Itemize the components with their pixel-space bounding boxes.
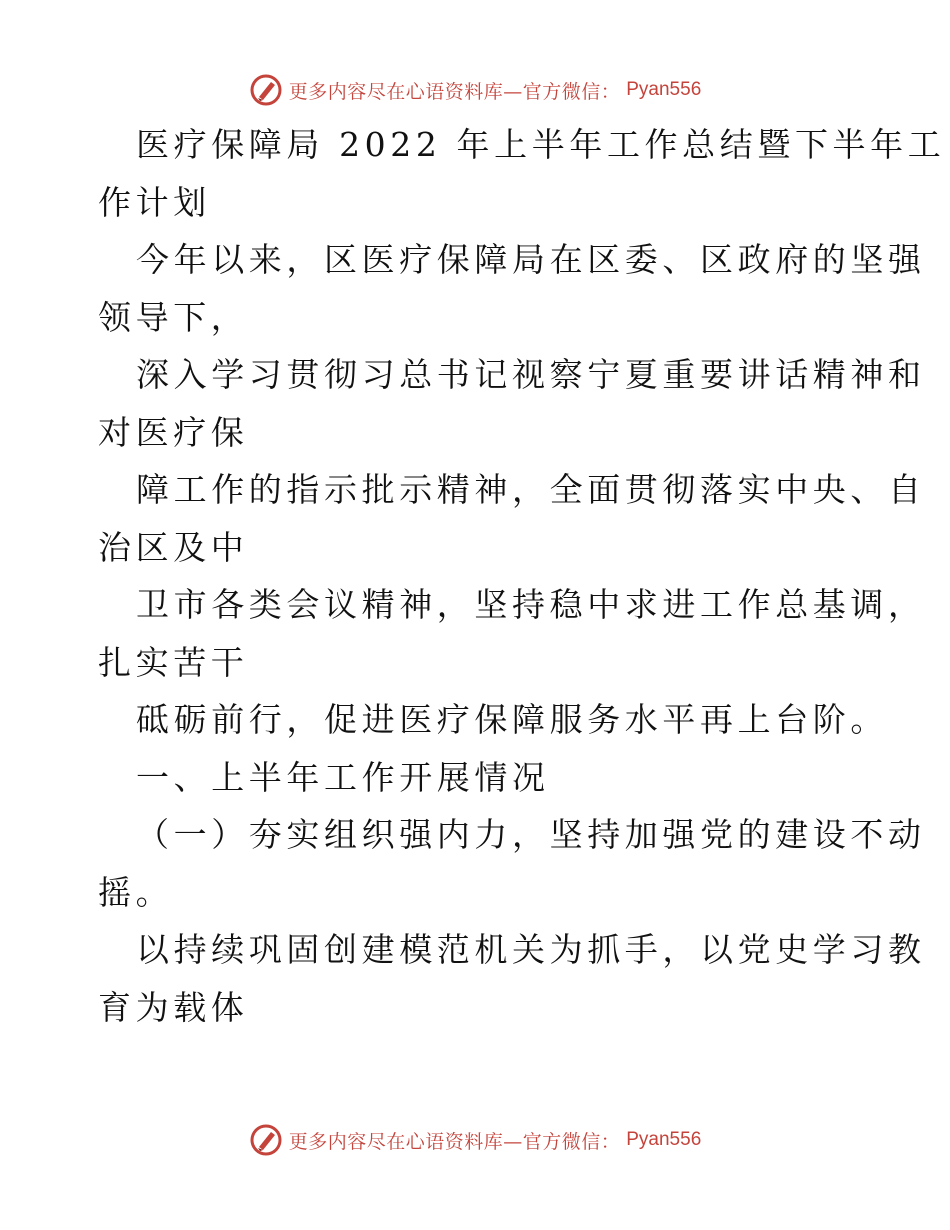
watermark-text: 更多内容尽在心语资料库—官方微信： xyxy=(288,1130,621,1153)
watermark-wechat-id: Pyan556 xyxy=(626,1129,702,1150)
doc-title-line-1: 医疗保障局 2022 年上半年工作总结暨下半年工 xyxy=(136,125,946,164)
section-heading: 一、上半年工作开展情况 xyxy=(136,757,550,797)
pen-logo-icon xyxy=(249,1123,283,1157)
watermark-wechat-id: Pyan556 xyxy=(626,79,702,100)
paragraph-line: 今年以来，区医疗保障局在区委、区政府的坚强 xyxy=(136,240,926,279)
subsection-heading-line-1: （一）夯实组织强内力，坚持加强党的建设不动 xyxy=(136,815,926,854)
paragraph-line: 扎实苦干 xyxy=(98,642,249,682)
paragraph-line: 卫市各类会议精神，坚持稳中求进工作总基调， xyxy=(136,585,926,624)
paragraph-line: 治区及中 xyxy=(98,527,249,567)
paragraph-line: 深入学习贯彻习总书记视察宁夏重要讲话精神和 xyxy=(136,355,926,394)
paragraph-line: 对医疗保 xyxy=(98,412,249,452)
doc-title-line-2: 作计划 xyxy=(98,182,211,222)
subsection-heading-line-2: 摇。 xyxy=(98,872,174,912)
paragraph-line: 障工作的指示批示精神，全面贯彻落实中央、自 xyxy=(136,470,926,509)
paragraph-line: 领导下， xyxy=(98,297,249,337)
document-body xyxy=(98,116,946,1036)
paragraph-line: 以持续巩固创建模范机关为抓手，以党史学习教 xyxy=(136,930,926,969)
paragraph-line: 砥砺前行，促进医疗保障服务水平再上台阶。 xyxy=(136,700,888,739)
paragraph-line: 育为载体 xyxy=(98,987,249,1027)
pen-logo-icon xyxy=(249,73,283,107)
watermark-text: 更多内容尽在心语资料库—官方微信： xyxy=(288,80,621,103)
watermark-footer xyxy=(0,1120,950,1160)
watermark-header xyxy=(0,70,950,110)
